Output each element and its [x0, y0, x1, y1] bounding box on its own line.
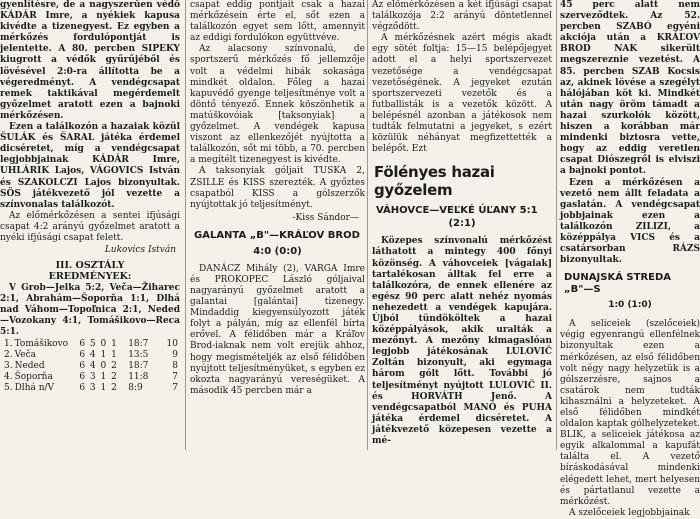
table-row [4, 383, 180, 394]
match-title: GALANTA „B"—KRÁĽOV BROD [194, 229, 360, 241]
article-column-1 [0, 0, 180, 450]
table-cell-team: Neded [14, 360, 45, 371]
table-cell-team: Veča [14, 349, 36, 360]
paragraph: A taksonyiak góljait TUSKA 2, ZSILLE és KISS szerezték. A győztes csapatból KISS a gólszerzők nyújtottak jó teljesítményt. [190, 166, 365, 210]
table-cell-pos: 2. [4, 349, 13, 360]
column-rule [556, 0, 557, 450]
table-cell-games: 6 3 1 2 [79, 382, 118, 393]
table-cell-team: Dlhá n/V [14, 382, 55, 393]
match-title: VÁHOVCE—VEĽKÉ ÚĽANY 5:1 [376, 205, 538, 217]
paragraph: Az előmérkőzésen a sentei ifjúsági csapat 4:2 arányú győzelmet aratott a nyéki ifjúsági csapat felett. [0, 210, 180, 243]
paragraph: 45 perc alatt nem szerveződtek. Az 52. percben SZABÓ egyéni akciója után a KRÁĽOV BROD NAK sikerült megszereznie vezetést. A 85. percben SZAB Kocsis az, akinek lövése a szegélyt hálójában köt ki. Mindkét után nagy öröm támadt a hazai szurkolók között, hiszen a korábban már mindenki biztosra vette, hogy az eddig veretlen csapat Diószegről is elviszi a bajnoki pontot. [560, 0, 700, 177]
article-headline: Fölényes hazai győzelem [374, 163, 495, 200]
table-cell-games: 6 4 0 2 [79, 360, 118, 371]
table-row [4, 350, 180, 361]
table-cell-goals: 13:5 [128, 349, 149, 360]
table-cell-team: Tomášikovo [14, 338, 69, 349]
table-cell-games: 6 3 1 2 [79, 371, 118, 382]
section-subtitle: EREDMÉNYEK: [48, 271, 132, 283]
table-row [4, 372, 180, 383]
paragraph: csapat eddig pontjait csak a hazai mérkőzésein érte el, sőt ezen a találkozón egyet sem lőtt, amennyit az eddigi fordulókon együttvéve. [190, 0, 365, 44]
paragraph: A szelőceiek legjobbjainak [569, 507, 690, 518]
match-score: 1:0 (1:0) [608, 300, 652, 311]
paragraph: Az előmérkőzésen a két ifjúsági csapat találkozója 2:2 arányú döntetlennel végződött. [372, 0, 552, 33]
table-cell-pts: 8 [172, 360, 178, 371]
paragraph: Az alacsony színvonalú, de sportszerű mérkőzés fő jellemzője volt a védelmi hibák sokasága mindkét oldalon. Főleg a hazai kapuvédő gyenge teljesítménye volt a döntő tényező. Ennek köszönhetik a matúškovóiak [taksonyiak] a győzelmet. A vendégek kapusa viszont az ellenkezőjét nyújtotta a találkozón, sőt mi több, a 70. percben a megítélt tizenegyest is kivédte. [190, 44, 365, 166]
paragraph: A mérkőzésnek azért mégis akadt egy sötét foltja: 15—15 belépőjegyet adott el a helyi sportszervezet vezetősége a vendégcsapat vezetőségének. A jegyeket ezután sportszervezeti vezetők és a futballisták is a vezetők között. A belépésnél azonban a játékosok nem tudták felmutatni a jegyeket, s ezért közülük néhányat megfizettették a belépőt. Ezt [372, 33, 552, 155]
table-cell-pts: 9 [172, 349, 178, 360]
match-score: (2:1) [448, 218, 476, 230]
table-cell-goals: 18:7 [128, 338, 149, 349]
paragraph: gyenlítésre, de a nagyszerűen védő KÁDÁR Imre, a nyékiek kapusa kivédte a tizenegyest. Ez egyben a mérkőzés fordulópontját is jelentette. A 80. percben SIPEKY kiugrott a védők gyűrűjéből és lövésével 2:0-ra állította be a végeredményt. A vendégcsapat remek taktikával megérdemelt győzelmet aratott ezen a bajnoki mérkőzésen. [0, 0, 180, 121]
article-column-2 [190, 0, 365, 450]
table-cell-games: 6 5 0 1 [79, 338, 118, 349]
section-title: III. OSZTÁLY [55, 260, 125, 272]
author-signature: Lukovics István [104, 245, 176, 256]
table-cell-pos: 5. [4, 382, 13, 393]
results-paragraph: V Grob—Jelka 5:2, Veča—Žiharec 2:1, Abrahám—Šoporňa 1:1, Dlhá nad Váhom—Topoľnica 2:1, Neded—Vozokany 4:1, Tomášikovo—Reca 5:1. [0, 283, 180, 338]
column-rule [367, 0, 368, 450]
match-score: 4:0 (0:0) [253, 245, 302, 257]
match-title: DUNAJSKÁ STREDA „B"—S [564, 272, 672, 296]
paragraph: Ezen a mérkőzésen a vezető nem állt feladata a gaslatán. A vendégcsapat jobbjainak ezen a találkozón ZILIZI, a középpálya VICS és a csatársorban RÁZS bizonyultak. [560, 177, 700, 266]
paragraph: Közepes színvonalú mérkőzést láthatott a mintegy 400 főnyi közönség. A váhovceiek [vágaiak] tartalékosan álltak fel erre a találkozóra, de ennek ellenére az egész 90 perc alatt nehéz nyomás nehezedett a vendégek kapujára. Újból tündököltek a hazai középpályások, akik uralták a mezőnyt. A mezőny kimagaslóan legjobb játékosának LULOVIČ Zoltán bizonyult, aki egymaga három gólt lőtt. További jó teljesítményt nyújtott LULOVIČ II. és HORVÁTH Jenő. A vendégcsapatból MANÓ és PUHA játéka érdemel dicséretet. A játékvezető közepesen vezette a mé- [372, 236, 552, 446]
table-row [4, 339, 180, 350]
table-cell-pts: 7 [172, 371, 178, 382]
paragraph: DANÁCZ Mihály (2), VARGA Imre és PROKOPEC László góljaival nagyarányú győzelmet aratott a galantai [galántai] tizenegy. Mindaddig kiegyensúlyozott játék folyt a pályán, míg az ellenfél bírta erővel. A félidőben már a Kráľov Brod-iaknak nem volt erejük ahhoz, hogy megismételjék az első félidőben nyújtott teljesítményüket, s egyben ez okozta nagyarányú vereségüket. A második 45 percben már a [190, 263, 365, 396]
column-rule [185, 0, 186, 450]
standings-table [4, 339, 180, 394]
paragraph: A seliceiek (szelőceiek) végig egyenrangú ellenfélnek bizonyultak ezen a mérkőzésen, az első félidőben volt négy nagy helyzetük is a gólszerzésre, sajnos a csatárok nem tudták kihasználni a helyzeteket. A első félidőben mindkét oldalon kaptak gólhelyzeteket. BLIK, a seliceiek játékosa az egyik alkalommal a kapufát találta el. A vezető bíráskodásával mindenki elégedett lehet, mert helyesen és pártatlanul vezette a mérkőzést. [560, 319, 700, 507]
article-column-3 [372, 0, 552, 450]
table-cell-games: 6 4 1 1 [79, 349, 118, 360]
table-cell-pos: 4. [4, 371, 13, 382]
paragraph: Ezen a találkozón a hazaiak közül ŠULÁK és ŠARAL játéka érdemel dicséretet, míg a vendégcsapat legjobbjainak KÁDÁR Imre, UHLÁRIK Lajos, VÁGOVICS István és SZAKOLCZI Lajos bizonyultak. SÖS játékvezető jól vezette a színvonalas találkozót. [0, 122, 180, 210]
table-cell-pts: 7 [172, 382, 178, 393]
author-signature: -Kiss Sándor— [292, 212, 359, 223]
table-cell-goals: 8:9 [128, 382, 143, 393]
table-cell-goals: 18:7 [128, 360, 149, 371]
table-cell-pts: 10 [166, 338, 178, 349]
table-cell-pos: 1. [4, 338, 13, 349]
article-column-4 [560, 0, 700, 518]
table-cell-pos: 3. [4, 360, 13, 371]
table-row [4, 361, 180, 372]
table-cell-goals: 11:8 [128, 371, 149, 382]
table-cell-team: Šoporňa [14, 371, 53, 382]
